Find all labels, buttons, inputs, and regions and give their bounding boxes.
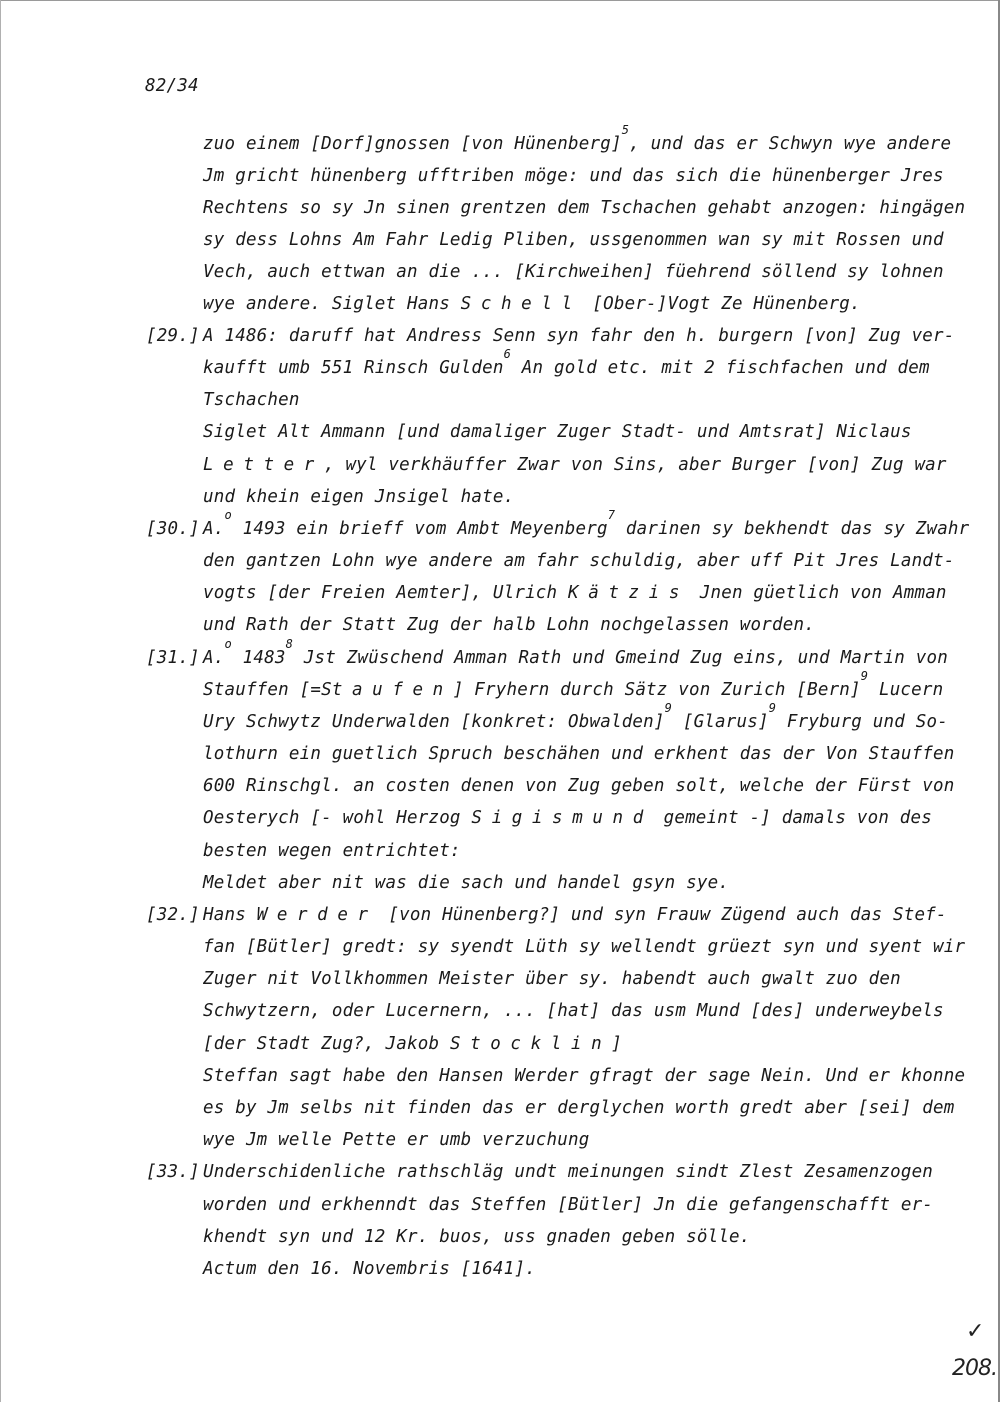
text-line: Meldet aber nit was die sach und handel gsyn sye.: [203, 873, 730, 893]
text-line: vogts [der Freien Aemter], Ulrich Kätzis Jnen güetlich von Amman: [203, 583, 947, 603]
entry-number: [29.]: [146, 326, 200, 346]
handwritten-check-mark: ✓: [966, 1319, 985, 1344]
text-line: A 1486: daruff hat Andress Senn syn fahr den h. burgern [von] Zug ver-: [203, 326, 955, 346]
footnote-marker: 5: [621, 123, 630, 138]
text-line: den gantzen Lohn wye andere am fahr schuldig, aber uff Pit Jres Landt-: [203, 551, 955, 571]
entry-number: [33.]: [146, 1162, 200, 1182]
text-line: Schwytzern, oder Lucernern, ... [hat] das usm Mund [des] underweybels: [203, 1001, 944, 1021]
text-line: sy dess Lohns Am Fahr Ledig Pliben, ussgenommen wan sy mit Rossen und: [203, 230, 944, 250]
spaced-name: Letter: [203, 455, 324, 475]
text-line: Actum den 16. Novembris [1641].: [203, 1259, 536, 1279]
text-line: Underschidenliche rathschläg undt meinungen sindt Zlest Zesamenzogen: [203, 1162, 934, 1182]
entry-number: [32.]: [146, 905, 200, 925]
text-line: und Rath der Statt Zug der halb Lohn nochgelassen worden.: [203, 615, 815, 635]
spaced-name: taufen: [331, 680, 453, 700]
text-line: 600 Rinschgl. an costen denen von Zug geben solt, welche der Fürst von: [203, 776, 955, 796]
text-line: es by Jm selbs nit finden das er derglychen worth gredt aber [sei] dem: [203, 1098, 955, 1118]
text-line: Vech, auch ettwan an die ... [Kirchweihen] füehrend söllend sy lohnen: [203, 262, 944, 282]
footnote-marker: 7: [607, 508, 616, 523]
entry-number: [31.]: [146, 648, 200, 668]
spaced-name: Sigismund: [471, 808, 653, 828]
footnote-marker: 9: [664, 701, 673, 716]
footnote-marker: o: [224, 637, 232, 652]
text-line: khendt syn und 12 Kr. buos, uss gnaden geben sölle.: [203, 1227, 751, 1247]
text-line: Steffan sagt habe den Hansen Werder gfragt der sage Nein. Und er khonne: [203, 1066, 966, 1086]
spaced-name: Schell: [460, 294, 582, 314]
text-line: Oesterych [- wohl Herzog Sigismund gemeint -] damals von des: [203, 808, 932, 828]
spaced-name: Werder: [256, 905, 378, 925]
text-line: Rechtens so sy Jn sinen grentzen dem Tschachen gehabt anzogen: hingägen: [203, 198, 966, 218]
page-identifier: 82/34: [145, 76, 199, 96]
text-line: zuo einem [Dorf]gnossen [von Hünenberg]$^5$, und das er Schwyn wye andere: [203, 123, 952, 154]
scan-edge-left: [0, 0, 1, 1402]
text-line: fan [Bütler] gredt: sy syendt Lüth sy wellendt grüezt syn und syent wir: [203, 937, 966, 957]
handwritten-folio-number: 208.: [952, 1356, 997, 1381]
text-line: [der Stadt Zug?, Jakob Stocklin]: [203, 1034, 622, 1054]
footnote-marker: 9: [860, 669, 869, 684]
text-line: A.$^o$ 1483$^8$ Jst Zwüschend Amman Rath und Gmeind Zug eins, und Martin von: [203, 637, 948, 668]
text-line: Siglet Alt Ammann [und damaliger Zuger Stadt- und Amtsrat] Niclaus: [203, 422, 912, 442]
footnote-marker: 6: [503, 347, 512, 362]
text-line: A.$^o$ 1493 ein brieff vom Ambt Meyenberg$^7$ darinen sy bekhendt das sy Zwahr: [203, 508, 970, 539]
text-line: lothurn ein guetlich Spruch beschähen und erkhent das der Von Stauffen: [203, 744, 955, 764]
text-line: Jm gricht hünenberg ufftriben möge: und das sich die hünenberger Jres: [203, 166, 944, 186]
spaced-name: Stocklin: [449, 1034, 612, 1054]
footnote-marker: 9: [768, 701, 777, 716]
text-line: wye Jm welle Pette er umb verzuchung: [203, 1130, 590, 1150]
entry-number: [30.]: [146, 519, 200, 539]
scan-edge-top: [0, 0, 1000, 1]
text-line: Ury Schwytz Underwalden [konkret: Obwalden]$^9$ [Glarus]$^9$ Fryburg und So-: [203, 701, 948, 732]
text-line: wye andere. Siglet Hans Schell [Ober-]Vogt Ze Hünenberg.: [203, 294, 861, 314]
text-line: Zuger nit Vollkhommen Meister über sy. habendt auch gwalt zuo den: [203, 969, 901, 989]
footnote-marker: o: [224, 508, 232, 523]
text-line: besten wegen entrichtet:: [203, 841, 461, 861]
spaced-name: Kätzis: [568, 583, 689, 603]
text-line: und khein eigen Jnsigel hate.: [203, 487, 515, 507]
footnote-marker: 8: [285, 637, 294, 652]
text-line: Tschachen: [203, 390, 300, 410]
text-line: worden und erkhenndt das Steffen [Bütler] Jn die gefangenschafft er-: [203, 1195, 934, 1215]
text-line: kaufft umb 551 Rinsch Gulden$^6$ An gold etc. mit 2 fischfachen und dem: [203, 347, 930, 378]
text-line: Letter, wyl verkhäuffer Zwar von Sins, aber Burger [von] Zug war: [203, 455, 947, 475]
text-line: Hans Werder [von Hünenberg?] und syn Frauw Zügend auch das Stef-: [203, 905, 947, 925]
text-line: Stauffen [=Staufen] Fryhern durch Sätz von Zurich [Bern]$^9$ Lucern: [203, 669, 944, 700]
